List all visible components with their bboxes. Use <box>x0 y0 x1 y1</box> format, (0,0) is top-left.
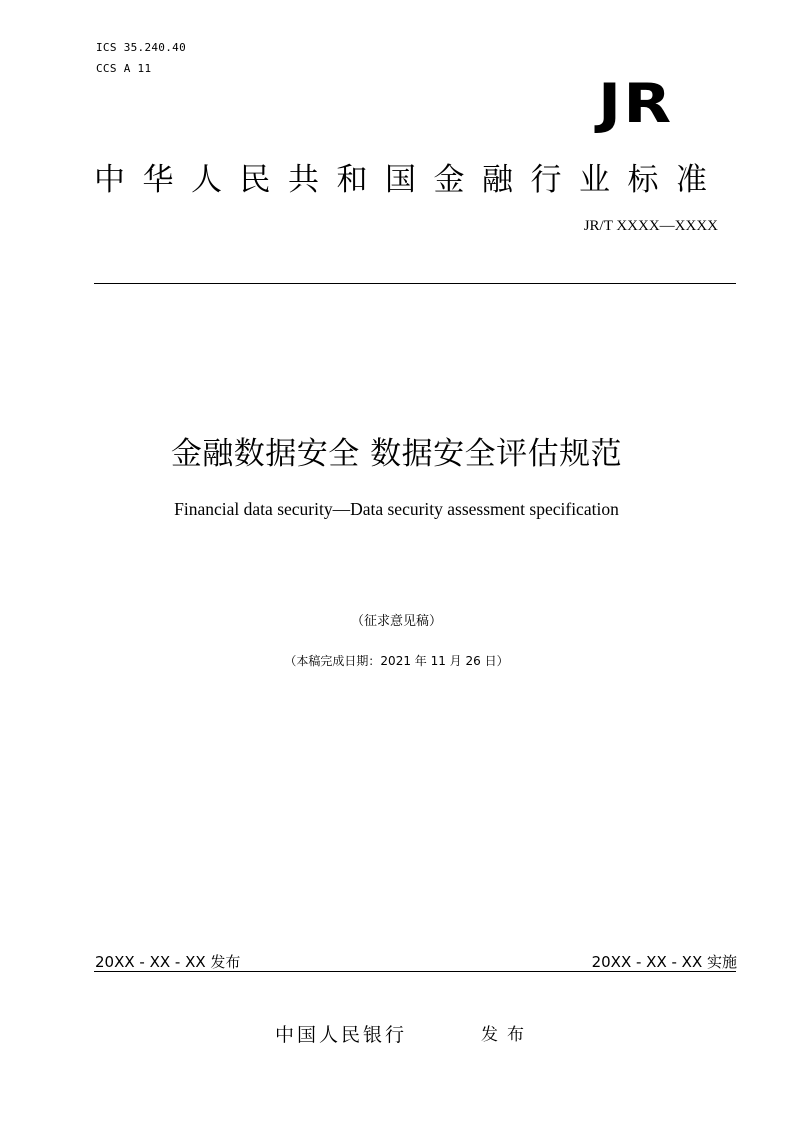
document-title-chinese: 金融数据安全 数据安全评估规范 <box>170 436 623 472</box>
draft-label: （征求意见稿） <box>350 614 442 629</box>
draft-completion-date: （本稿完成日期：2021 年 11 月 26 日） <box>284 654 509 668</box>
ccs-code: CCS A 11 <box>96 62 152 75</box>
jr-logo: JR <box>598 72 674 135</box>
bottom-divider <box>94 971 736 972</box>
document-title-english: Financial data security—Data security assessment specification <box>174 499 619 519</box>
publisher-name: 中国人民银行 <box>275 1024 408 1046</box>
publish-label: 发布 <box>481 1025 533 1045</box>
ics-code: ICS 35.240.40 <box>96 41 186 54</box>
standard-category-title: 中华人民共和国金融行业标准 <box>94 162 725 198</box>
issue-date: 20XX - XX - XX 发布 <box>95 953 241 971</box>
standard-number: JR/T XXXX—XXXX <box>583 218 718 234</box>
implementation-date: 20XX - XX - XX 实施 <box>591 953 737 971</box>
top-divider <box>94 283 736 284</box>
